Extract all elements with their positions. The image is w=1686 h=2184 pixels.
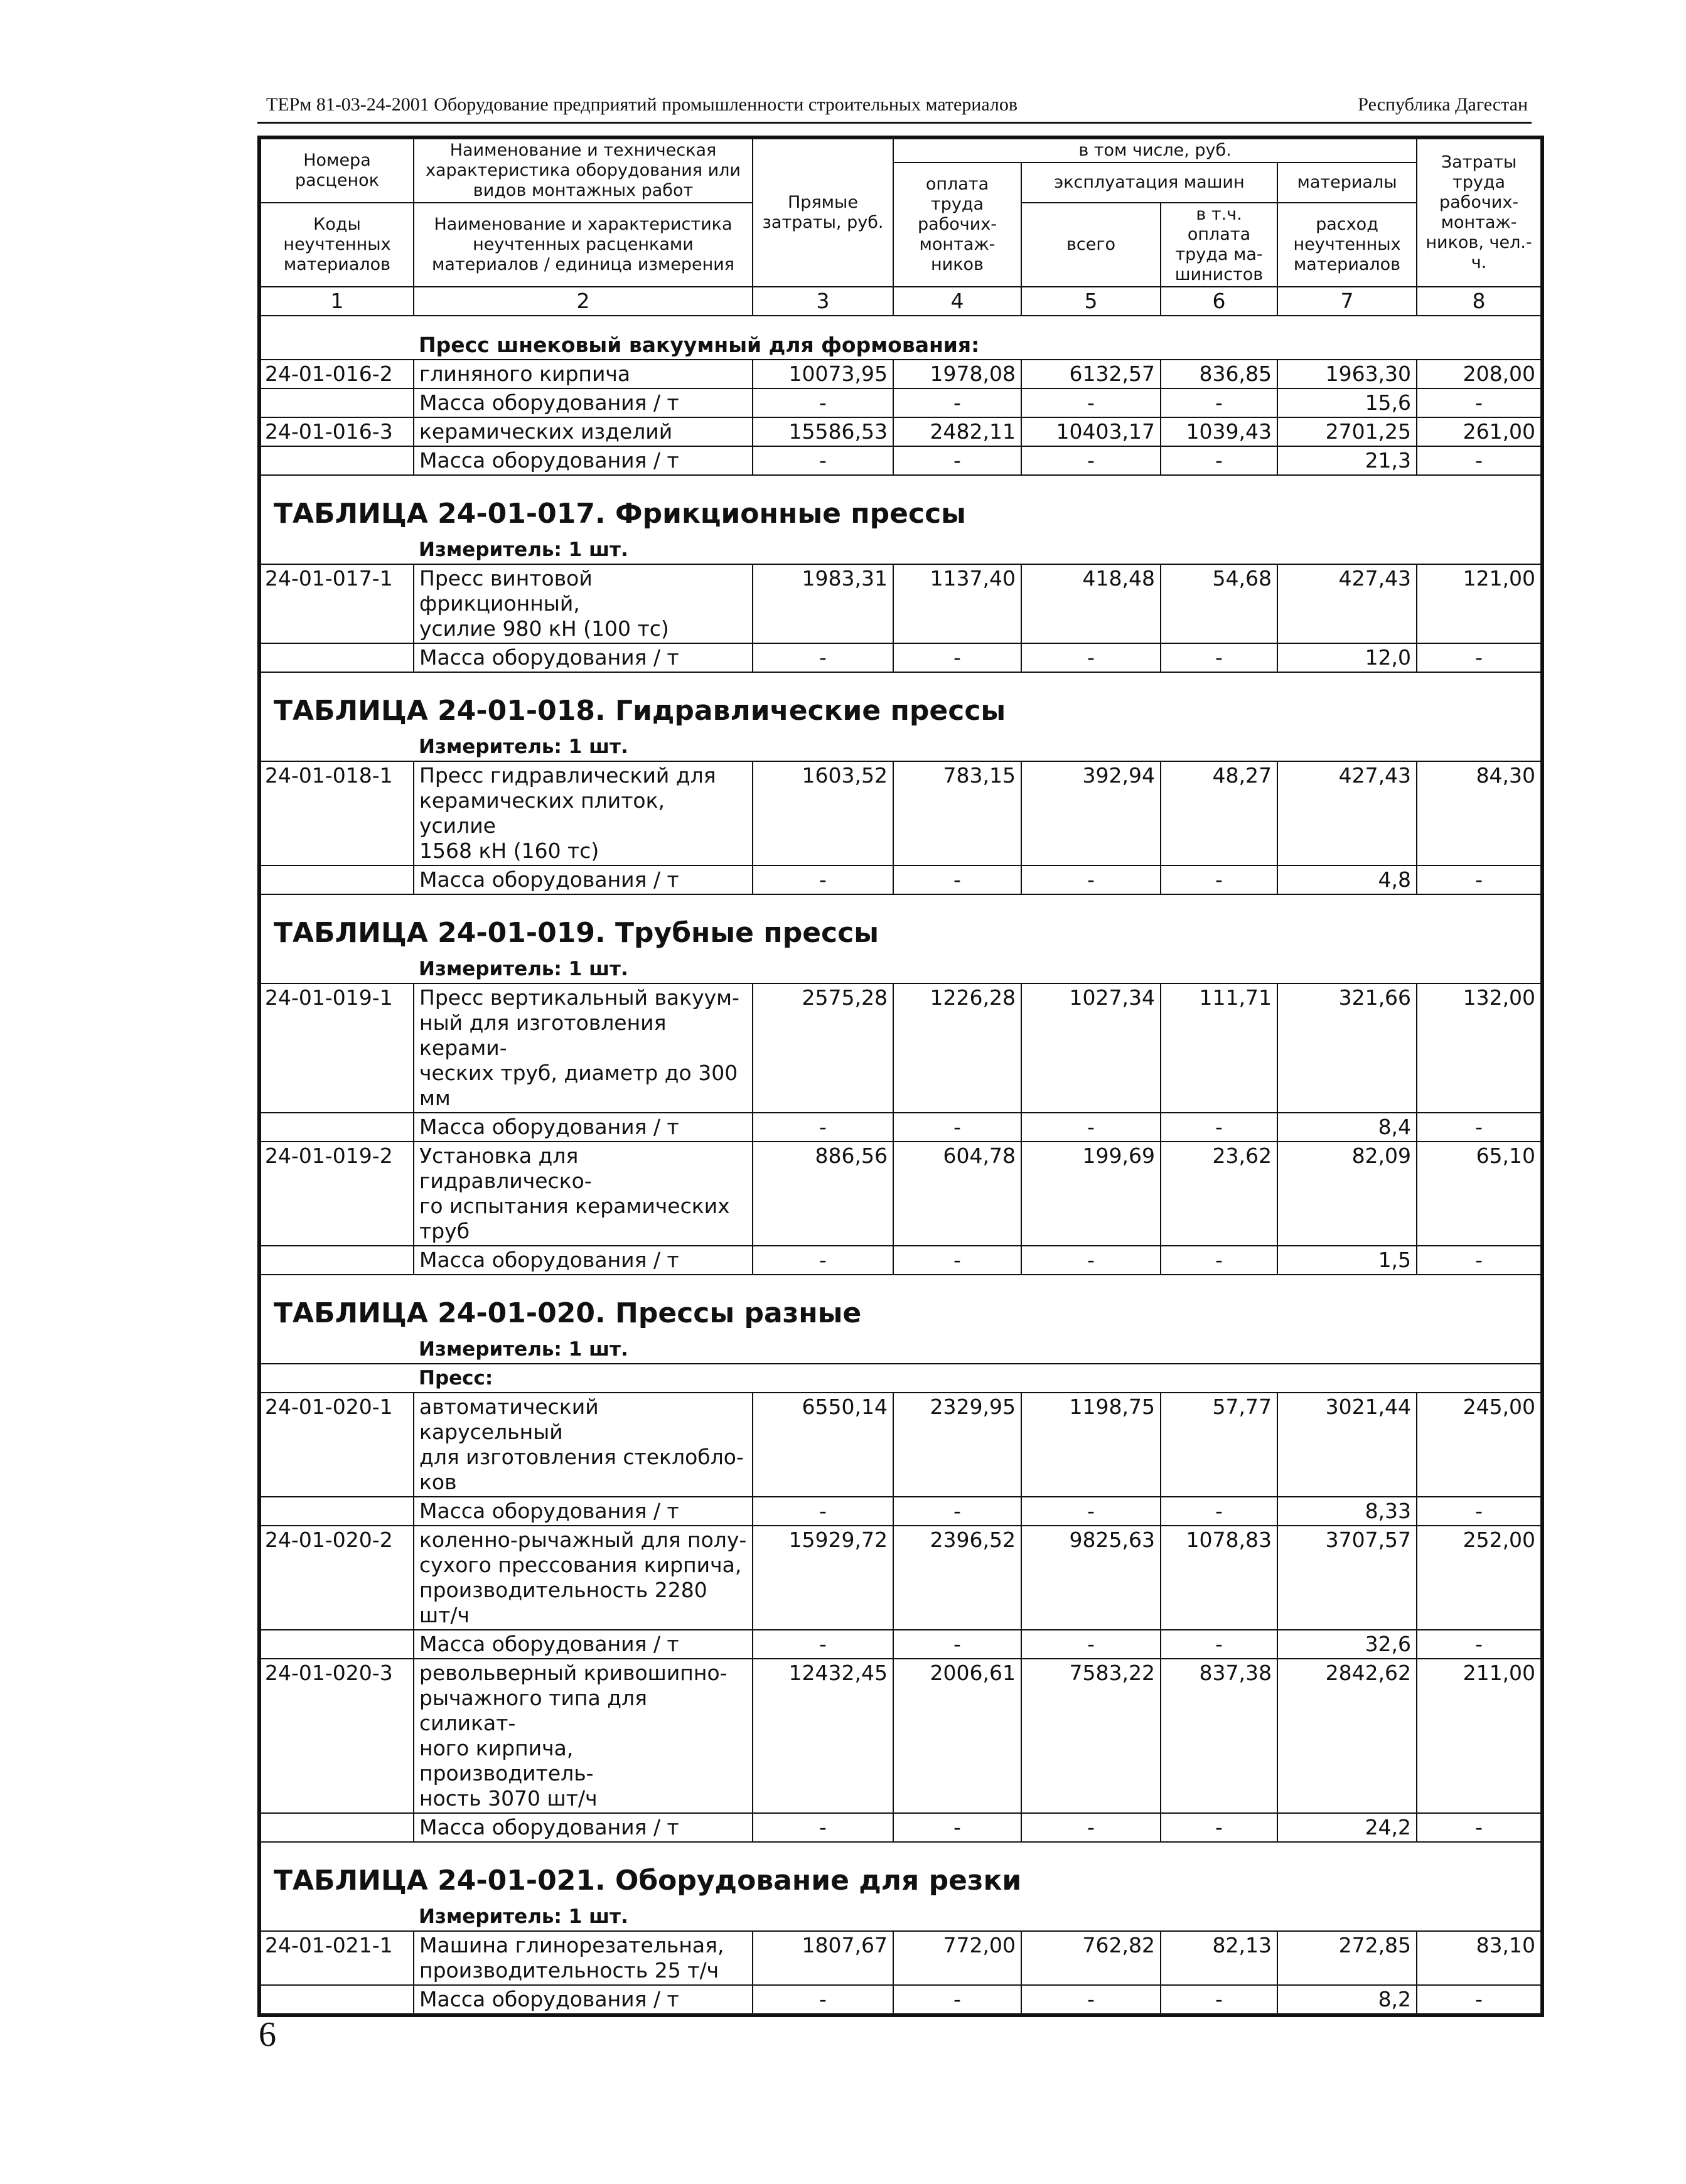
labor-pay: 2482,11 xyxy=(893,417,1021,446)
dash: - xyxy=(753,1497,893,1526)
materials: 272,85 xyxy=(1277,1931,1417,1985)
labor-pay: 2396,52 xyxy=(893,1526,1021,1630)
dash: - xyxy=(1417,1813,1541,1842)
machines-total: 10403,17 xyxy=(1021,417,1161,446)
blank-cell xyxy=(260,1246,414,1275)
rate-name-line: труб xyxy=(419,1219,470,1243)
section-title-row xyxy=(260,475,1541,536)
blank-cell xyxy=(260,1113,414,1142)
materials: 2842,62 xyxy=(1277,1659,1417,1813)
blank-cell xyxy=(260,865,414,894)
labor-hours: 121,00 xyxy=(1417,564,1541,643)
labor-pay: 604,78 xyxy=(893,1142,1021,1246)
mass-row xyxy=(260,1985,1541,2014)
direct-costs: 15586,53 xyxy=(753,417,893,446)
machinist-pay: 111,71 xyxy=(1161,983,1277,1113)
dash: - xyxy=(1417,388,1541,417)
measure-row xyxy=(260,955,1541,983)
machines-header: эксплуатация машин xyxy=(1021,163,1277,203)
col-num-8: 8 xyxy=(1417,287,1541,316)
blank-cell xyxy=(260,1630,414,1659)
col-num-1: 1 xyxy=(260,287,414,316)
dash: - xyxy=(1417,1113,1541,1142)
rate-name-line: мм xyxy=(419,1086,451,1110)
dash: - xyxy=(1417,446,1541,475)
rate-name xyxy=(414,1393,753,1497)
mass-label: Масса оборудования / т xyxy=(414,643,753,672)
rate-code: 24-01-018-1 xyxy=(260,761,414,865)
mass-value: 24,2 xyxy=(1277,1813,1417,1842)
dash: - xyxy=(1417,643,1541,672)
dash: - xyxy=(1021,1113,1161,1142)
machinist-pay: 837,38 xyxy=(1161,1659,1277,1813)
dash: - xyxy=(753,1813,893,1842)
measure-unit: Измеритель: 1 шт. xyxy=(414,1336,1541,1364)
rates-table xyxy=(260,138,1542,2015)
materials: 321,66 xyxy=(1277,983,1417,1113)
mass-row xyxy=(260,1497,1541,1526)
col1-header-bottom: Коды неучтенных материалов xyxy=(260,203,414,287)
table-row xyxy=(260,1393,1541,1497)
labor-hours: 261,00 xyxy=(1417,417,1541,446)
dash: - xyxy=(1161,446,1277,475)
dash: - xyxy=(1021,1246,1161,1275)
rate-name-line: Пресс гидравлический для xyxy=(419,763,716,788)
mass-label: Масса оборудования / т xyxy=(414,1246,753,1275)
col-num-2: 2 xyxy=(414,287,753,316)
mass-label: Масса оборудования / т xyxy=(414,1630,753,1659)
rate-name-line: керамических плиток, усилие xyxy=(419,788,665,838)
measure-row xyxy=(260,536,1541,564)
measure-unit: Измеритель: 1 шт. xyxy=(414,536,1541,564)
section-title: ТАБЛИЦА 24-01-020. Прессы разные xyxy=(260,1275,1541,1336)
dash: - xyxy=(753,446,893,475)
dash: - xyxy=(753,1630,893,1659)
dash: - xyxy=(1161,643,1277,672)
rate-name xyxy=(414,564,753,643)
rate-code: 24-01-019-1 xyxy=(260,983,414,1113)
dash: - xyxy=(893,388,1021,417)
machines-total: 1027,34 xyxy=(1021,983,1161,1113)
dash: - xyxy=(1021,1497,1161,1526)
blank-cell xyxy=(260,1985,414,2014)
mass-value: 15,6 xyxy=(1277,388,1417,417)
mass-label: Масса оборудования / т xyxy=(414,1813,753,1842)
table-row xyxy=(260,983,1541,1113)
materials: 427,43 xyxy=(1277,564,1417,643)
dash: - xyxy=(1021,1630,1161,1659)
dash: - xyxy=(893,1630,1021,1659)
section-title: ТАБЛИЦА 24-01-018. Гидравлические прессы xyxy=(260,672,1541,733)
rate-code: 24-01-019-2 xyxy=(260,1142,414,1246)
table-row xyxy=(260,1931,1541,1985)
labor-pay: 1137,40 xyxy=(893,564,1021,643)
col-num-7: 7 xyxy=(1277,287,1417,316)
blank-cell xyxy=(260,955,414,983)
rate-name-line: производительность 2280 шт/ч xyxy=(419,1578,707,1627)
mass-label: Масса оборудования / т xyxy=(414,1497,753,1526)
region-name: Республика Дагестан xyxy=(1358,94,1528,115)
header-row-1 xyxy=(260,139,1541,163)
measure-unit: Измеритель: 1 шт. xyxy=(414,955,1541,983)
dash: - xyxy=(753,1246,893,1275)
col2-header-top: Наименование и техническая характеристика оборудования или видов монтажных работ xyxy=(414,139,753,203)
mass-label: Масса оборудования / т xyxy=(414,865,753,894)
machines-total: 9825,63 xyxy=(1021,1526,1161,1630)
col7-header: расход неучтенных материалов xyxy=(1277,203,1417,287)
section-title-row xyxy=(260,1275,1541,1336)
col-num-3: 3 xyxy=(753,287,893,316)
group-row xyxy=(260,1364,1541,1393)
direct-costs: 12432,45 xyxy=(753,1659,893,1813)
measure-row xyxy=(260,733,1541,761)
rate-code: 24-01-016-3 xyxy=(260,417,414,446)
machinist-pay: 48,27 xyxy=(1161,761,1277,865)
rate-name xyxy=(414,1526,753,1630)
col8-header: Затраты труда рабочих-монтаж-ников, чел.-ч. xyxy=(1417,139,1541,287)
section-title: ТАБЛИЦА 24-01-019. Трубные прессы xyxy=(260,894,1541,955)
dash: - xyxy=(1161,388,1277,417)
mass-label: Масса оборудования / т xyxy=(414,1113,753,1142)
col6-header: в т.ч. оплата труда ма-шинистов xyxy=(1161,203,1277,287)
mass-row xyxy=(260,1813,1541,1842)
mass-value: 32,6 xyxy=(1277,1630,1417,1659)
rate-name-line: рычажного типа для силикат- xyxy=(419,1686,647,1735)
dash: - xyxy=(1021,1985,1161,2014)
section-title-row xyxy=(260,1842,1541,1903)
mass-label: Масса оборудования / т xyxy=(414,1985,753,2014)
dash: - xyxy=(1161,1246,1277,1275)
rate-name-line: Пресс винтовой фрикционный, xyxy=(419,566,593,616)
page-number: 6 xyxy=(259,2015,276,2054)
direct-costs: 886,56 xyxy=(753,1142,893,1246)
measure-row xyxy=(260,1903,1541,1931)
mass-label: Масса оборудования / т xyxy=(414,388,753,417)
rate-name xyxy=(414,1142,753,1246)
mass-value: 8,33 xyxy=(1277,1497,1417,1526)
blank-cell xyxy=(260,536,414,564)
direct-costs: 10073,95 xyxy=(753,360,893,388)
machinist-pay: 23,62 xyxy=(1161,1142,1277,1246)
rate-name-line: Пресс вертикальный вакуум- xyxy=(419,985,739,1010)
labor-hours: 211,00 xyxy=(1417,1659,1541,1813)
measure-unit: Измеритель: 1 шт. xyxy=(414,733,1541,761)
mass-value: 8,2 xyxy=(1277,1985,1417,2014)
machines-total: 392,94 xyxy=(1021,761,1161,865)
rate-name-line: автоматический карусельный xyxy=(419,1394,599,1444)
table-row xyxy=(260,761,1541,865)
rate-code: 24-01-017-1 xyxy=(260,564,414,643)
materials: 1963,30 xyxy=(1277,360,1417,388)
dash: - xyxy=(1021,446,1161,475)
section-title-row xyxy=(260,672,1541,733)
table-row xyxy=(260,360,1541,388)
col3-header: Прямые затраты, руб. xyxy=(753,139,893,287)
rate-name-line: усилие 980 кН (100 тс) xyxy=(419,616,669,641)
group-title: Пресс шнековый вакуумный для формования: xyxy=(414,316,1541,360)
machines-total: 418,48 xyxy=(1021,564,1161,643)
labor-hours: 252,00 xyxy=(1417,1526,1541,1630)
rate-name: керамических изделий xyxy=(414,417,753,446)
direct-costs: 15929,72 xyxy=(753,1526,893,1630)
mass-row xyxy=(260,388,1541,417)
dash: - xyxy=(1021,643,1161,672)
materials: 3021,44 xyxy=(1277,1393,1417,1497)
dash: - xyxy=(1417,1630,1541,1659)
dash: - xyxy=(1021,865,1161,894)
rate-name xyxy=(414,761,753,865)
mass-row xyxy=(260,446,1541,475)
blank-cell xyxy=(260,733,414,761)
machines-total: 1198,75 xyxy=(1021,1393,1161,1497)
blank-cell xyxy=(260,1364,414,1393)
dash: - xyxy=(893,1813,1021,1842)
section-title: ТАБЛИЦА 24-01-017. Фрикционные прессы xyxy=(260,475,1541,536)
table-row xyxy=(260,1142,1541,1246)
blank-cell xyxy=(260,1497,414,1526)
machinist-pay: 1039,43 xyxy=(1161,417,1277,446)
dash: - xyxy=(1021,1813,1161,1842)
col-num-4: 4 xyxy=(893,287,1021,316)
col1-header-top: Номера расценок xyxy=(260,139,414,203)
mass-row xyxy=(260,1630,1541,1659)
dash: - xyxy=(893,1985,1021,2014)
machinist-pay: 57,77 xyxy=(1161,1393,1277,1497)
dash: - xyxy=(1161,1113,1277,1142)
machinist-pay: 836,85 xyxy=(1161,360,1277,388)
rate-code: 24-01-021-1 xyxy=(260,1931,414,1985)
dash: - xyxy=(1161,865,1277,894)
dash: - xyxy=(893,1113,1021,1142)
dash: - xyxy=(1417,1985,1541,2014)
rate-code: 24-01-020-1 xyxy=(260,1393,414,1497)
col-num-6: 6 xyxy=(1161,287,1277,316)
rate-code: 24-01-020-2 xyxy=(260,1526,414,1630)
mass-row xyxy=(260,643,1541,672)
blank-cell xyxy=(260,446,414,475)
rate-name-line: револьверный кривошипно- xyxy=(419,1661,728,1685)
document-title: ТЕРм 81-03-24-2001 Оборудование предприятий промышленности строительных материалов xyxy=(266,94,1018,115)
dash: - xyxy=(1417,1497,1541,1526)
labor-pay: 2329,95 xyxy=(893,1393,1021,1497)
mass-value: 1,5 xyxy=(1277,1246,1417,1275)
section-title: ТАБЛИЦА 24-01-021. Оборудование для резки xyxy=(260,1842,1541,1903)
rate-name: глиняного кирпича xyxy=(414,360,753,388)
mass-label: Масса оборудования / т xyxy=(414,446,753,475)
blank-cell xyxy=(260,388,414,417)
rate-name-line: коленно-рычажный для полу- xyxy=(419,1528,747,1552)
col5-header: всего xyxy=(1021,203,1161,287)
materials-header: материалы xyxy=(1277,163,1417,203)
blank-cell xyxy=(260,1336,414,1364)
rate-name-line: ность 3070 шт/ч xyxy=(419,1786,598,1811)
measure-unit: Измеритель: 1 шт. xyxy=(414,1903,1541,1931)
rate-name xyxy=(414,983,753,1113)
mass-value: 8,4 xyxy=(1277,1113,1417,1142)
machines-total: 762,82 xyxy=(1021,1931,1161,1985)
col-num-5: 5 xyxy=(1021,287,1161,316)
machines-total: 6132,57 xyxy=(1021,360,1161,388)
dash: - xyxy=(1417,1246,1541,1275)
dash: - xyxy=(753,1985,893,2014)
page-header xyxy=(257,93,1532,124)
direct-costs: 1603,52 xyxy=(753,761,893,865)
dash: - xyxy=(893,643,1021,672)
blank-cell xyxy=(260,316,414,360)
machines-total: 199,69 xyxy=(1021,1142,1161,1246)
labor-hours: 208,00 xyxy=(1417,360,1541,388)
direct-costs: 2575,28 xyxy=(753,983,893,1113)
group-row xyxy=(260,316,1541,360)
rate-name-line: ный для изготовления керами- xyxy=(419,1010,667,1060)
col2-header-bottom: Наименование и характеристика неучтенных расценками материалов / единица измерения xyxy=(414,203,753,287)
included-header: в том числе, руб. xyxy=(893,139,1417,163)
rate-name-line: ного кирпича, производитель- xyxy=(419,1736,594,1785)
labor-pay: 783,15 xyxy=(893,761,1021,865)
dash: - xyxy=(1161,1497,1277,1526)
dash: - xyxy=(753,388,893,417)
table-row xyxy=(260,1526,1541,1630)
machinist-pay: 54,68 xyxy=(1161,564,1277,643)
labor-hours: 65,10 xyxy=(1417,1142,1541,1246)
rate-name-line: 1568 кН (160 тс) xyxy=(419,838,599,863)
rate-code: 24-01-020-3 xyxy=(260,1659,414,1813)
materials: 427,43 xyxy=(1277,761,1417,865)
direct-costs: 6550,14 xyxy=(753,1393,893,1497)
dash: - xyxy=(1417,865,1541,894)
labor-pay: 772,00 xyxy=(893,1931,1021,1985)
dash: - xyxy=(1161,1630,1277,1659)
blank-cell xyxy=(260,1813,414,1842)
mass-value: 12,0 xyxy=(1277,643,1417,672)
dash: - xyxy=(1021,388,1161,417)
rate-name xyxy=(414,1659,753,1813)
direct-costs: 1807,67 xyxy=(753,1931,893,1985)
col4-header: оплата труда рабочих-монтаж-ников xyxy=(893,163,1021,287)
rate-code: 24-01-016-2 xyxy=(260,360,414,388)
mass-value: 21,3 xyxy=(1277,446,1417,475)
labor-hours: 132,00 xyxy=(1417,983,1541,1113)
dash: - xyxy=(893,446,1021,475)
machines-total: 7583,22 xyxy=(1021,1659,1161,1813)
labor-pay: 1978,08 xyxy=(893,360,1021,388)
dash: - xyxy=(893,865,1021,894)
section-title-row xyxy=(260,894,1541,955)
rate-name-line: го испытания керамических xyxy=(419,1194,730,1218)
labor-hours: 83,10 xyxy=(1417,1931,1541,1985)
labor-pay: 1226,28 xyxy=(893,983,1021,1113)
labor-pay: 2006,61 xyxy=(893,1659,1021,1813)
column-numbers-row xyxy=(260,287,1541,316)
measure-row xyxy=(260,1336,1541,1364)
rate-name-line: сухого прессования кирпича, xyxy=(419,1553,742,1577)
dash: - xyxy=(893,1246,1021,1275)
dash: - xyxy=(1161,1985,1277,2014)
mass-row xyxy=(260,1246,1541,1275)
rate-name-line: производительность 25 т/ч xyxy=(419,1958,719,1983)
dash: - xyxy=(753,1113,893,1142)
group-title: Пресс: xyxy=(414,1364,1541,1393)
labor-hours: 84,30 xyxy=(1417,761,1541,865)
blank-cell xyxy=(260,1903,414,1931)
rate-name-line: ческих труб, диаметр до 300 xyxy=(419,1061,738,1085)
rate-name-line: Установка для гидравлическо- xyxy=(419,1143,592,1193)
materials: 2701,25 xyxy=(1277,417,1417,446)
machinist-pay: 82,13 xyxy=(1161,1931,1277,1985)
labor-hours: 245,00 xyxy=(1417,1393,1541,1497)
table-row xyxy=(260,1659,1541,1813)
rate-name xyxy=(414,1931,753,1985)
dash: - xyxy=(753,865,893,894)
blank-cell xyxy=(260,643,414,672)
dash: - xyxy=(893,1497,1021,1526)
materials: 82,09 xyxy=(1277,1142,1417,1246)
mass-row xyxy=(260,865,1541,894)
direct-costs: 1983,31 xyxy=(753,564,893,643)
dash: - xyxy=(753,643,893,672)
rate-name-line: Машина глинорезательная, xyxy=(419,1933,724,1957)
table-row xyxy=(260,417,1541,446)
rate-name-line: ков xyxy=(419,1470,457,1494)
rate-name-line: для изготовления стеклобло- xyxy=(419,1445,744,1469)
mass-row xyxy=(260,1113,1541,1142)
mass-value: 4,8 xyxy=(1277,865,1417,894)
materials: 3707,57 xyxy=(1277,1526,1417,1630)
machinist-pay: 1078,83 xyxy=(1161,1526,1277,1630)
dash: - xyxy=(1161,1813,1277,1842)
table-row xyxy=(260,564,1541,643)
